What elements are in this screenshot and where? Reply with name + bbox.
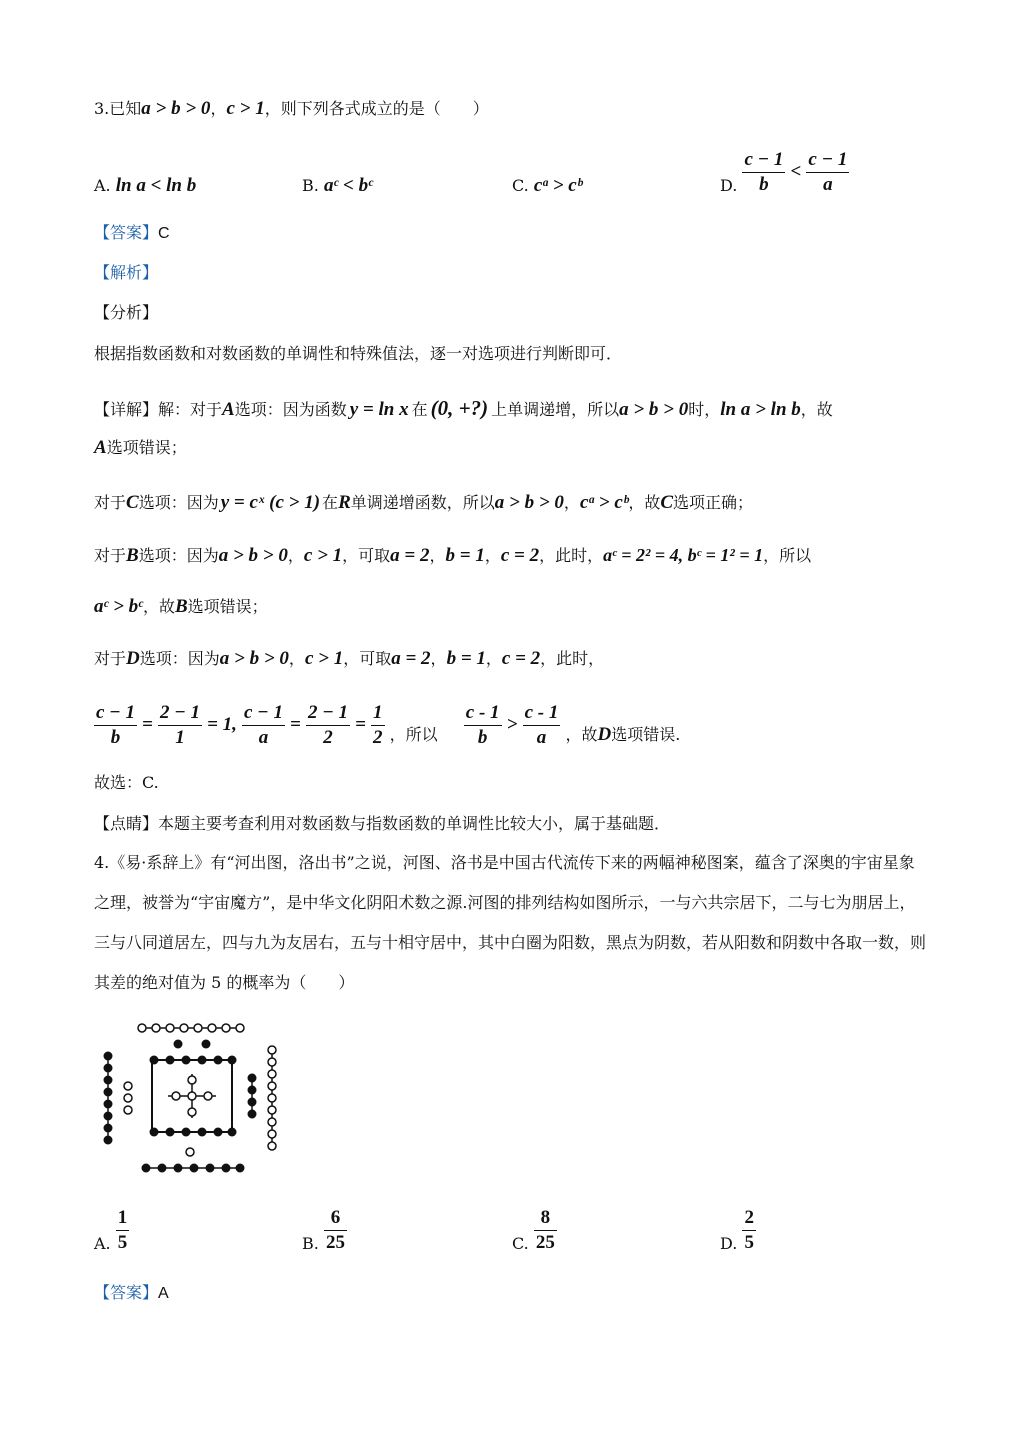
q3-d-frac7 [523,701,561,750]
q3-detail-a3: 在 [411,400,428,419]
hetu-left-black-eight [104,1052,113,1145]
q3-d-f3d: a [258,727,269,748]
q3-d-eq4: = [355,714,366,735]
q3-option-b-label: B. [302,176,319,195]
q3-d-frac5 [371,701,385,750]
q4-option-b-frac [324,1206,347,1255]
q3-d-f4d: 2 [323,727,333,748]
q3-b-1: 选项：因为 [138,546,219,565]
q3-detail-a6: ，故 [800,400,833,419]
q3-detail-a2: 选项：因为函数 [234,400,347,419]
q3-c-letter2: C [660,492,674,513]
q3-b-s3: ， [484,546,501,565]
q4-answer [94,1282,169,1305]
hetu-right-black-four [248,1074,257,1119]
q3-b-5: ，故 [142,597,175,616]
q4-option-b [302,1206,347,1255]
q3-answer [94,222,170,245]
q3-stem-sep: ， [210,99,227,118]
q3-option-d-frac1 [742,148,785,197]
q3-answer-tag: 【答案】 [94,223,159,242]
q3-stem-suffix: ，则下列各式成立的是（ ） [264,99,489,118]
q3-d-letter: D [126,648,140,669]
q3-detail-a5: 时， [688,400,721,419]
q3-c-1: 选项：因为 [138,493,219,512]
q3-d-f7d: a [536,727,547,748]
hetu-bottom-white-one [186,1148,194,1156]
q3-option-a [94,175,196,197]
q3-b-s2: ， [429,546,446,565]
q3-dianjing-text: 本题主要考查利用对数函数与指数函数的单调性比较大小，属于基础题． [158,814,671,833]
q3-b-c: c = 2 [500,545,540,566]
q3-option-d-frac2 [806,148,849,197]
q3-b-letter2: B [174,596,188,617]
q3-detail-b-cont [94,596,268,618]
q3-stem-math2: c > 1 [226,98,265,119]
q4-option-c-den: 25 [535,1232,555,1253]
q3-detail-a-cont [94,437,187,459]
q3-d-s3: ， [485,649,502,668]
q3-c-pre: 对于 [94,493,127,512]
q3-detail-c [94,492,753,514]
hetu-right-white-nine [268,1046,276,1150]
q3-d-f6n: c - 1 [464,701,502,726]
hetu-center-cross [168,1074,216,1118]
q3-c-letter: C [126,492,139,513]
q3-d-5: ，故 [565,725,598,744]
q3-detail-a-letter: A [222,399,235,420]
q3-b-6: 选项错误； [187,597,268,616]
q3-d-letter2: D [597,724,612,745]
q3-d-f4n: 2 − 1 [306,701,350,726]
hetu-diagram [94,1016,294,1181]
q3-d-cond1: a > b > 0 [219,648,289,669]
q4-option-b-label: B. [302,1234,319,1253]
q4-option-c-label: C. [512,1234,529,1253]
q4-option-d-num: 2 [742,1206,756,1231]
q3-d-f5d: 2 [373,727,383,748]
q3-d-eq3: = [290,714,301,735]
q4-option-a [94,1206,129,1255]
q3-b-s1: ， [287,546,304,565]
q3-d-s2: ， [430,649,447,668]
q4-option-c [512,1206,557,1255]
q3-analysis-tag: 【解析】 [94,263,159,282]
q3-c-cond: a > b > 0 [494,492,564,513]
q3-b-letter: B [126,545,139,566]
q3-d-1: 选项：因为 [139,649,220,668]
q3-c-res: cᵃ > cᵇ [579,492,629,513]
q3-detail-a-fn: y = ln x [349,399,409,420]
hetu-top-white-seven [138,1024,244,1032]
q3-c-r: R [338,492,351,513]
q3-d-frac1 [94,701,137,750]
q3-option-d-op: < [790,161,802,182]
q3-option-d-label: D. [720,176,738,195]
q3-detail-a-cond: a > b > 0 [619,399,689,420]
q4-option-c-frac [534,1206,557,1255]
q4-option-d-frac [742,1206,756,1255]
q3-detail-a [94,397,833,421]
q3-detail-a7-letter: A [94,437,107,458]
q3-option-d-den2: a [823,174,833,195]
q4-answer-value: A [158,1285,169,1302]
q3-d-f3n: c − 1 [242,701,285,726]
q3-b-calc: aᶜ = 2² = 4, bᶜ = 1² = 1 [603,545,764,565]
q3-detail-tag: 【详解】 [94,400,159,419]
q3-b-res: aᶜ > bᶜ [94,596,143,617]
q3-d-f1d: b [110,727,121,748]
q3-option-d [720,148,849,197]
q3-d-frac4 [306,701,350,750]
q3-d-frac3 [242,701,285,750]
q3-stem-math1: a > b > 0 [141,98,211,119]
q3-fenxi-text: 根据指数函数和对数函数的单调性和特殊值法，逐一对选项进行判断即可． [94,344,623,363]
q3-b-3: ，此时， [539,546,604,565]
q3-c-2: 在 [322,493,339,512]
q4-option-a-frac [116,1206,130,1255]
hetu-top-black-two [174,1040,211,1049]
q3-d-frac2 [158,701,202,750]
q4-option-b-den: 25 [325,1232,345,1253]
q3-option-c-label: C. [512,176,529,195]
q3-d-a: a = 2 [391,648,431,669]
q3-d-f5n: 1 [371,701,385,726]
q4-option-c-num: 8 [534,1206,557,1231]
q3-detail-a4: 上单调递增，所以 [491,400,620,419]
q4-option-a-den: 5 [117,1232,128,1253]
hetu-left-white-three [124,1082,132,1114]
q3-answer-value: C [158,225,170,242]
q3-detail-d [94,648,604,670]
q3-b-pre: 对于 [94,546,127,565]
q3-d-f2n: 2 − 1 [158,701,202,726]
q3-d-frac6 [464,701,502,750]
q3-b-4: ，所以 [763,546,812,565]
q3-d-eq2: = 1, [207,714,237,735]
q3-option-c [512,175,582,197]
q3-conclusion: 故选：C. [94,773,159,792]
q4-stem: 4.《易·系辞上》有“河出图，洛出书”之说，河图、洛书是中国古代流传下来的两幅神秘图案，蕴含了深奥的宇宙星象之理，被誉为“宇宙魔方”，是中华文化阴阳术数之源.河图的排列结构如图所示，一与六共宗居下，二与七为朋居上，三与八同道居左，四与九为友居右，五与十相守居中，其中白圈为阳数，黑点为阴数，若从阳数和阴数中各取一数，则其差的绝对值为 5 的概率为（ ） [94,853,927,992]
q3-d-gt: > [506,714,518,735]
q3-option-d-den1: b [759,174,769,195]
q3-d-cond2: c > 1 [304,648,344,669]
q3-option-b-math: aᶜ < bᶜ [323,175,373,196]
hetu-bottom-black-six [142,1164,245,1173]
q3-option-c-math: cᵃ > cᵇ [533,175,583,196]
q3-d-2: ，可取 [343,649,392,668]
q3-stem [94,98,489,120]
q3-c-sep: ， [563,493,580,512]
q3-detail-a-res: ln a > ln b [720,399,801,420]
q3-dianjing-tag: 【点睛】 [94,814,159,833]
q4-option-d-den: 5 [744,1232,754,1253]
q3-c-4: ，故 [628,493,661,512]
q3-d-6: 选项错误. [611,725,681,744]
q3-b-cond1: a > b > 0 [218,545,288,566]
q3-c-5: 选项正确； [673,493,754,512]
q3-d-pre: 对于 [94,649,127,668]
q3-d-eq1: = [142,714,153,735]
q3-fenxi-tag: 【分析】 [94,303,159,322]
q3-detail-a7: 选项错误； [106,438,187,457]
q3-detail-a-interval: (0, +?) [430,396,489,420]
q3-d-f6d: b [477,727,488,748]
q3-b-cond2: c > 1 [303,545,343,566]
q3-d-s1: ， [288,649,305,668]
q3-b-a: a = 2 [390,545,430,566]
q4-option-d-label: D. [720,1234,738,1253]
q3-d-f2d: 1 [175,727,185,748]
q4-answer-tag: 【答案】 [94,1283,159,1302]
q3-detail-b [94,544,811,567]
q3-d-c: c = 2 [501,648,541,669]
q3-dianjing [94,813,670,835]
q3-d-f1n: c − 1 [94,701,137,726]
q4-option-a-num: 1 [116,1206,130,1231]
q3-c-3: 单调递增函数，所以 [350,493,495,512]
q3-d-f7n: c - 1 [523,701,561,726]
q3-d-3: ，此时， [540,649,605,668]
q3-option-a-label: A. [94,176,111,195]
q3-d-4: ，所以 [389,725,438,744]
q3-option-b [302,175,373,197]
q3-d-b: b = 1 [446,648,486,669]
q4-option-d [720,1206,756,1255]
q4-option-b-num: 6 [324,1206,347,1231]
q3-b-2: ，可取 [342,546,391,565]
q3-option-d-num1: c − 1 [742,148,785,173]
q3-detail-a1: 解：对于 [158,400,223,419]
q3-c-fn: y = cˣ (c > 1) [220,492,321,513]
q3-b-b: b = 1 [445,545,485,566]
q3-stem-prefix: 3.已知 [94,99,142,118]
q3-option-a-math: ln a < ln b [115,175,197,196]
q3-option-d-num2: c − 1 [806,148,849,173]
q4-option-a-label: A. [94,1234,111,1253]
q3-detail-d-calc [94,700,680,760]
